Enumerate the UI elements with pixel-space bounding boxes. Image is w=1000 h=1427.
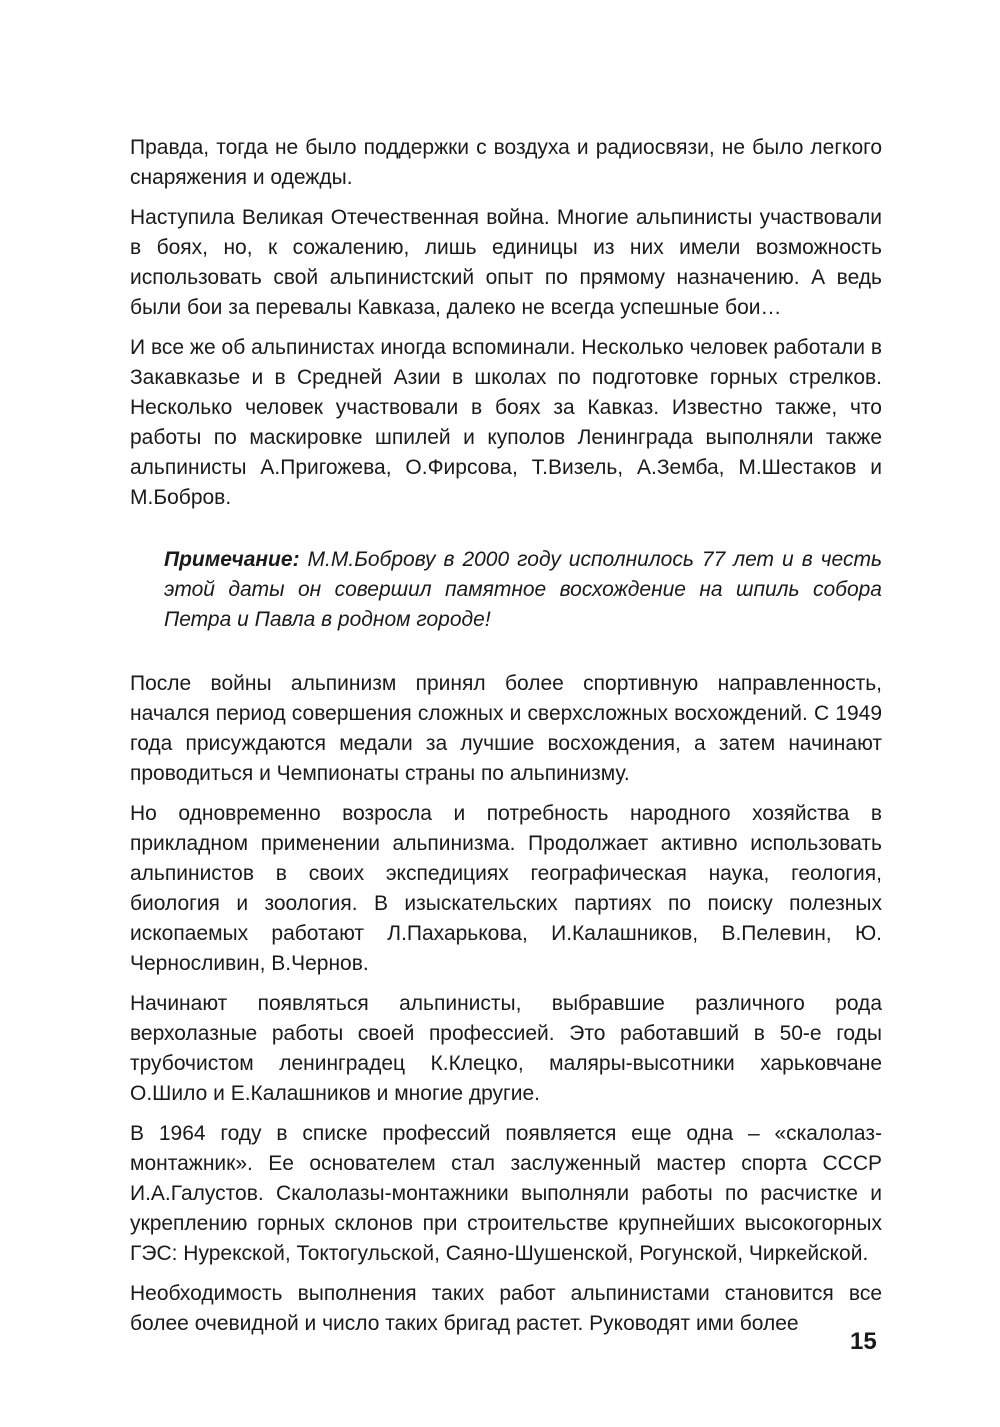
note-text: М.М.Боброву в 2000 году исполнилось 77 лет и в честь этой даты он совершил памятное восхождение на шпиль собора Петра и Павла в родном городе! (164, 548, 882, 631)
paragraph: Но одновременно возросла и потребность народного хозяйства в прикладном применении альпинизма. Продолжает активно использовать альпинистов в своих экспедициях географическая наука, геология, биология и зоология. В изыскательских партиях по поиску полезных ископаемых работают Л.Пахарькова, И.Калашников, В.Пелевин, Ю. Черносливин, В.Чернов. (130, 802, 882, 975)
page-number: 15 (850, 1328, 877, 1355)
note-label: Примечание: (164, 548, 300, 571)
paragraph: Начинают появляться альпинисты, выбравшие различного рода верхолазные работы своей профессией. Это работавший в 50-е годы трубочистом ленинградец К.Клецко, маляры-высотники харьковчане О.Шило и Е.Калашников и многие другие. (130, 992, 882, 1105)
paragraph: Наступила Великая Отечественная война. Многие альпинисты участвовали в боях, но, к сожалению, лишь единицы из них имели возможность использовать свой альпинистский опыт по прямому назначению. А ведь были бои за перевалы Кавказа, далеко не всегда успешные бои… (130, 206, 882, 319)
paragraph: И все же об альпинистах иногда вспоминали. Несколько человек работали в Закавказье и в Средней Азии в школах по подготовке горных стрелков. Несколько человек участвовали в боях за Кавказ. Известно также, что работы по маскировке шпилей и куполов Ленинграда выполняли также альпинисты А.Пригожева, О.Фирсова, Т.Визель, А.Земба, М.Шестаков и М.Бобров. (130, 336, 882, 509)
paragraph: Необходимость выполнения таких работ альпинистами становится все более очевидной и число таких бригад растет. Руководят ими более (130, 1282, 882, 1335)
paragraph: Правда, тогда не было поддержки с воздуха и радиосвязи, не было легкого снаряжения и одежды. (130, 136, 882, 189)
paragraph: В 1964 году в списке профессий появляется еще одна – «скалолаз-монтажник». Ее основателем стал заслуженный мастер спорта СССР И.А.Галустов. Скалолазы-монтажники выполняли работы по расчистке и укреплению горных склонов при строительстве крупнейших высокогорных ГЭС: Нурекской, Токтогульской, Саяно-Шушенской, Рогунской, Чиркейской. (130, 1122, 882, 1265)
paragraph: После войны альпинизм принял более спортивную направленность, начался период совершения сложных и сверхсложных восхождений. С 1949 года присуждаются медали за лучшие восхождения, а затем начинают проводиться и Чемпионаты страны по альпинизму. (130, 672, 882, 785)
note-block (164, 545, 882, 635)
page-body (130, 133, 882, 1349)
